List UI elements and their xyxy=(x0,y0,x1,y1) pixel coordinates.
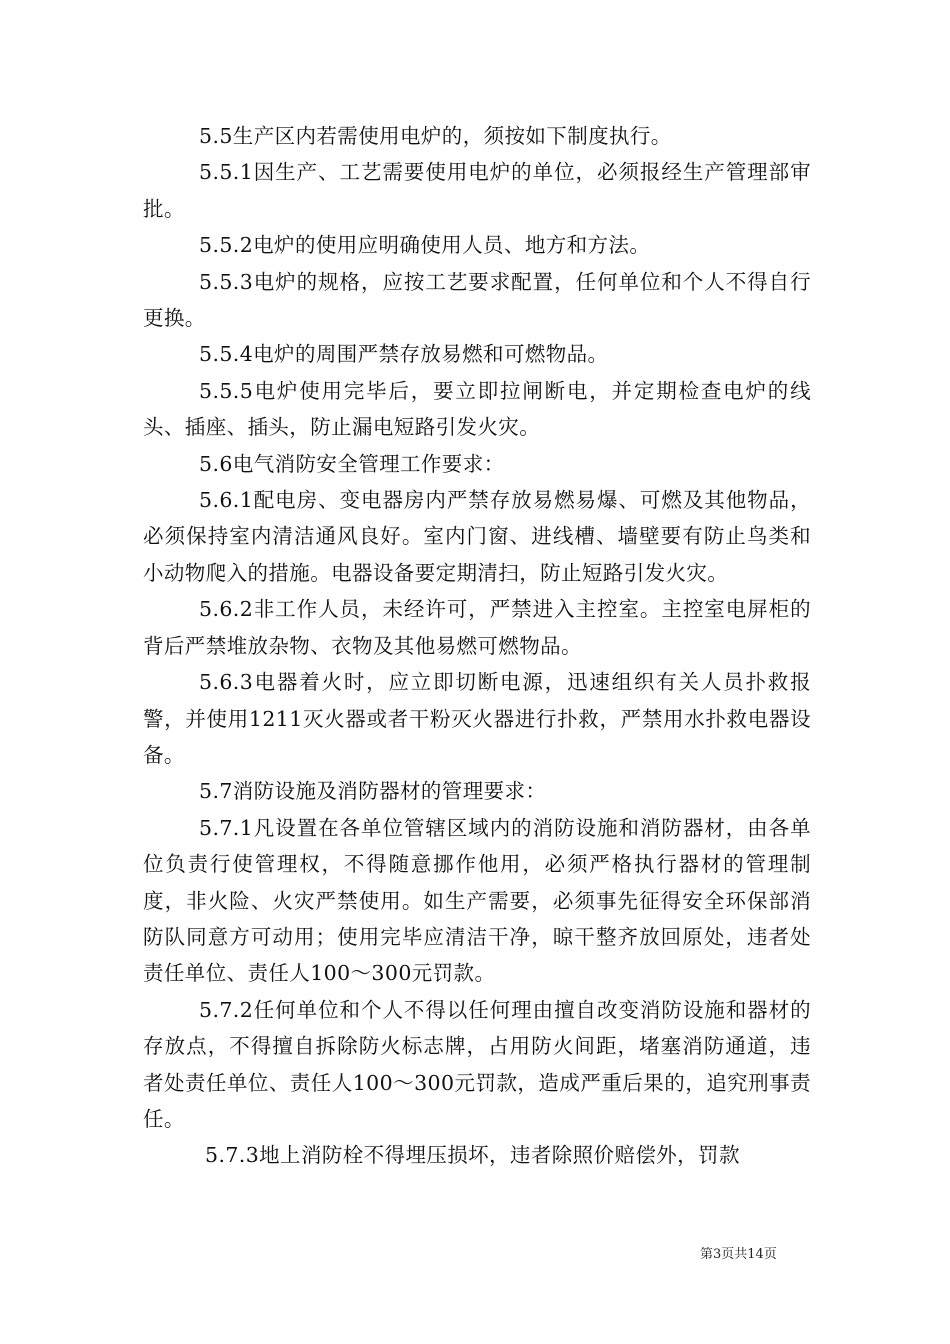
paragraph-5-6-3: 5.6.3电器着火时，应立即切断电源，迅速组织有关人员扑救报警，并使用1211灭火器或者干粉灭火器进行扑救，严禁用水扑救电器设备。 xyxy=(143,670,811,767)
paragraph-5-7-3: 5.7.3地上消防栓不得埋压损坏，违者除照价赔偿外，罚款 xyxy=(205,1143,740,1168)
paragraph-5-5-2: 5.5.2电炉的使用应明确使用人员、地方和方法。 xyxy=(199,233,651,258)
body-text xyxy=(143,118,811,1174)
paragraph-5-7-2: 5.7.2任何单位和个人不得以任何理由擅自改变消防设施和器材的存放点，不得擅自拆除防火标志牌，占用防火间距，堵塞消防通道，违者处责任单位、责任人100～300元罚款，造成严重后果的，追究刑事责任。 xyxy=(143,997,811,1131)
paragraph-5-6: 5.6电气消防安全管理工作要求： xyxy=(199,451,505,476)
page-number: 第3页共14页 xyxy=(700,1247,777,1262)
paragraph-5-5: 5.5生产区内若需使用电炉的，须按如下制度执行。 xyxy=(199,124,672,148)
paragraph-5-6-1: 5.6.1配电房、变电器房内严禁存放易燃易爆、可燃及其他物品，必须保持室内清洁通风良好。室内门窗、进线槽、墙壁要有防止鸟类和小动物爬入的措施。电器设备要定期清扫，防止短路引发火灾。 xyxy=(143,488,811,585)
paragraph-5-5-1: 5.5.1因生产、工艺需要使用电炉的单位，必须报经生产管理部审批。 xyxy=(143,160,811,221)
paragraph-5-7-1: 5.7.1凡设置在各单位管辖区域内的消防设施和消防器材，由各单位负责行使管理权，不得随意挪作他用，必须严格执行器材的管理制度，非火险、火灾严禁使用。如生产需要，必须事先征得安全环保部消防队同意方可动用；使用完毕应清洁干净，晾干整齐放回原处，违者处责任单位、责任人100～300元罚款。 xyxy=(143,815,811,986)
paragraph-5-6-2: 5.6.2非工作人员，未经许可，严禁进入主控室。主控室电屏柜的背后严禁堆放杂物、衣物及其他易燃可燃物品。 xyxy=(143,597,811,658)
paragraph-5-7: 5.7消防设施及消防器材的管理要求： xyxy=(199,779,547,804)
paragraph-5-5-3: 5.5.3电炉的规格，应按工艺要求配置，任何单位和个人不得自行更换。 xyxy=(143,269,811,331)
paragraph-5-5-5: 5.5.5电炉使用完毕后，要立即拉闸断电，并定期检查电炉的线头、插座、插头，防止漏电短路引发火灾。 xyxy=(143,378,811,440)
paragraph-5-5-4: 5.5.4电炉的周围严禁存放易燃和可燃物品。 xyxy=(199,342,609,367)
